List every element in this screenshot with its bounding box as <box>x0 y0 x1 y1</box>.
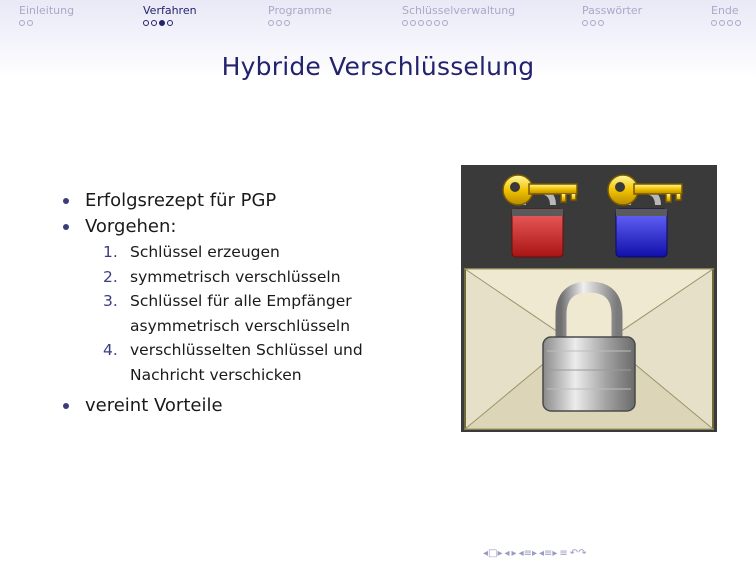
nav-section-passwoerter[interactable] <box>582 4 642 26</box>
slide-content <box>60 188 440 419</box>
step-text-continuation: Nachricht verschicken <box>130 365 302 384</box>
bullet-item <box>60 214 440 240</box>
bullet-marker <box>63 198 69 204</box>
nav-subsection-dot[interactable] <box>268 20 274 26</box>
key-blue-padlock-icon <box>608 175 682 257</box>
nav-prev-frame-icon[interactable]: ◂ <box>504 548 510 559</box>
nav-subsection-dot[interactable] <box>410 20 416 26</box>
nav-align-icon[interactable]: ≡ <box>559 548 568 559</box>
nav-subsection-dot[interactable] <box>442 20 448 26</box>
bullet-item <box>60 393 440 419</box>
nav-section-programme[interactable] <box>268 4 332 26</box>
nav-subsection-dot[interactable] <box>418 20 424 26</box>
nav-section-label: Passwörter <box>582 4 643 17</box>
slide-title: Hybride Verschlüsselung <box>221 52 535 81</box>
nav-subsection-dot[interactable] <box>27 20 33 26</box>
nav-subsection-dot[interactable] <box>276 20 282 26</box>
nav-prev-section-icon[interactable]: ◂≡▸ <box>518 548 537 559</box>
step-text: Schlüssel für alle Empfänger <box>130 292 352 310</box>
step-text-continuation: asymmetrisch verschlüsseln <box>130 316 351 335</box>
nav-section-label: Einleitung <box>19 4 75 17</box>
nav-section-ende[interactable] <box>711 4 741 26</box>
nav-subsection-dot[interactable] <box>735 20 741 26</box>
nav-subsection-dot[interactable] <box>167 20 173 26</box>
step-number: 3. <box>103 292 118 310</box>
nav-section-label: Verfahren <box>143 4 197 17</box>
hybrid-encryption-illustration <box>461 165 717 432</box>
step-item <box>60 240 440 265</box>
nav-subsection-dot[interactable] <box>402 20 408 26</box>
key-red-padlock-icon <box>503 175 577 257</box>
nav-subsection-dot[interactable] <box>719 20 725 26</box>
nav-section-dots <box>711 20 741 26</box>
nav-section-schluesselverwaltung[interactable] <box>402 4 515 26</box>
nav-next-frame-icon[interactable]: ▸ <box>511 548 517 559</box>
nav-section-dots <box>402 20 515 26</box>
bullet-text: Erfolgsrezept für PGP <box>85 190 277 211</box>
nav-subsection-dot[interactable] <box>284 20 290 26</box>
step-text: verschlüsselten Schlüssel und <box>130 341 363 359</box>
step-number: 4. <box>103 341 118 359</box>
nav-next-section-icon[interactable]: ◂≡▸ <box>538 548 558 559</box>
bullet-marker <box>63 224 69 230</box>
nav-section-dots <box>143 20 197 26</box>
nav-section-label: Schlüsselverwaltung <box>402 4 516 17</box>
nav-first-icon[interactable]: ◂□▸ <box>483 548 503 559</box>
nav-subsection-dot[interactable] <box>598 20 604 26</box>
nav-section-dots <box>19 20 74 26</box>
nav-section-einleitung[interactable] <box>19 4 74 26</box>
nav-section-label: Ende <box>711 4 739 17</box>
step-text: Schlüssel erzeugen <box>130 243 280 261</box>
nav-subsection-dot[interactable] <box>590 20 596 26</box>
nav-section-dots <box>582 20 642 26</box>
step-text: symmetrisch verschlüsseln <box>130 267 341 286</box>
nav-subsection-dot[interactable] <box>727 20 733 26</box>
nav-subsection-dot[interactable] <box>711 20 717 26</box>
nav-subsection-dot[interactable] <box>434 20 440 26</box>
bullet-marker <box>63 403 69 409</box>
step-item <box>60 338 440 387</box>
nav-subsection-dot[interactable] <box>582 20 588 26</box>
illustration-svg <box>461 165 717 432</box>
steps-list <box>60 240 440 387</box>
bullet-item <box>60 188 440 214</box>
nav-section-label: Programme <box>268 4 332 17</box>
nav-subsection-dot[interactable] <box>159 20 165 26</box>
nav-section-verfahren[interactable] <box>143 4 197 26</box>
beamer-navigation-symbols <box>483 548 587 560</box>
nav-subsection-dot[interactable] <box>151 20 157 26</box>
step-item <box>60 289 440 338</box>
bullet-text: Vorgehen: <box>85 216 177 237</box>
nav-subsection-dot[interactable] <box>143 20 149 26</box>
step-item <box>60 265 440 290</box>
nav-search-icon[interactable]: ↶↷ <box>569 548 587 559</box>
step-number: 2. <box>103 267 118 286</box>
step-number: 1. <box>103 243 118 261</box>
bullet-text: vereint Vorteile <box>85 395 223 416</box>
nav-subsection-dot[interactable] <box>19 20 25 26</box>
nav-section-dots <box>268 20 332 26</box>
nav-subsection-dot[interactable] <box>426 20 432 26</box>
